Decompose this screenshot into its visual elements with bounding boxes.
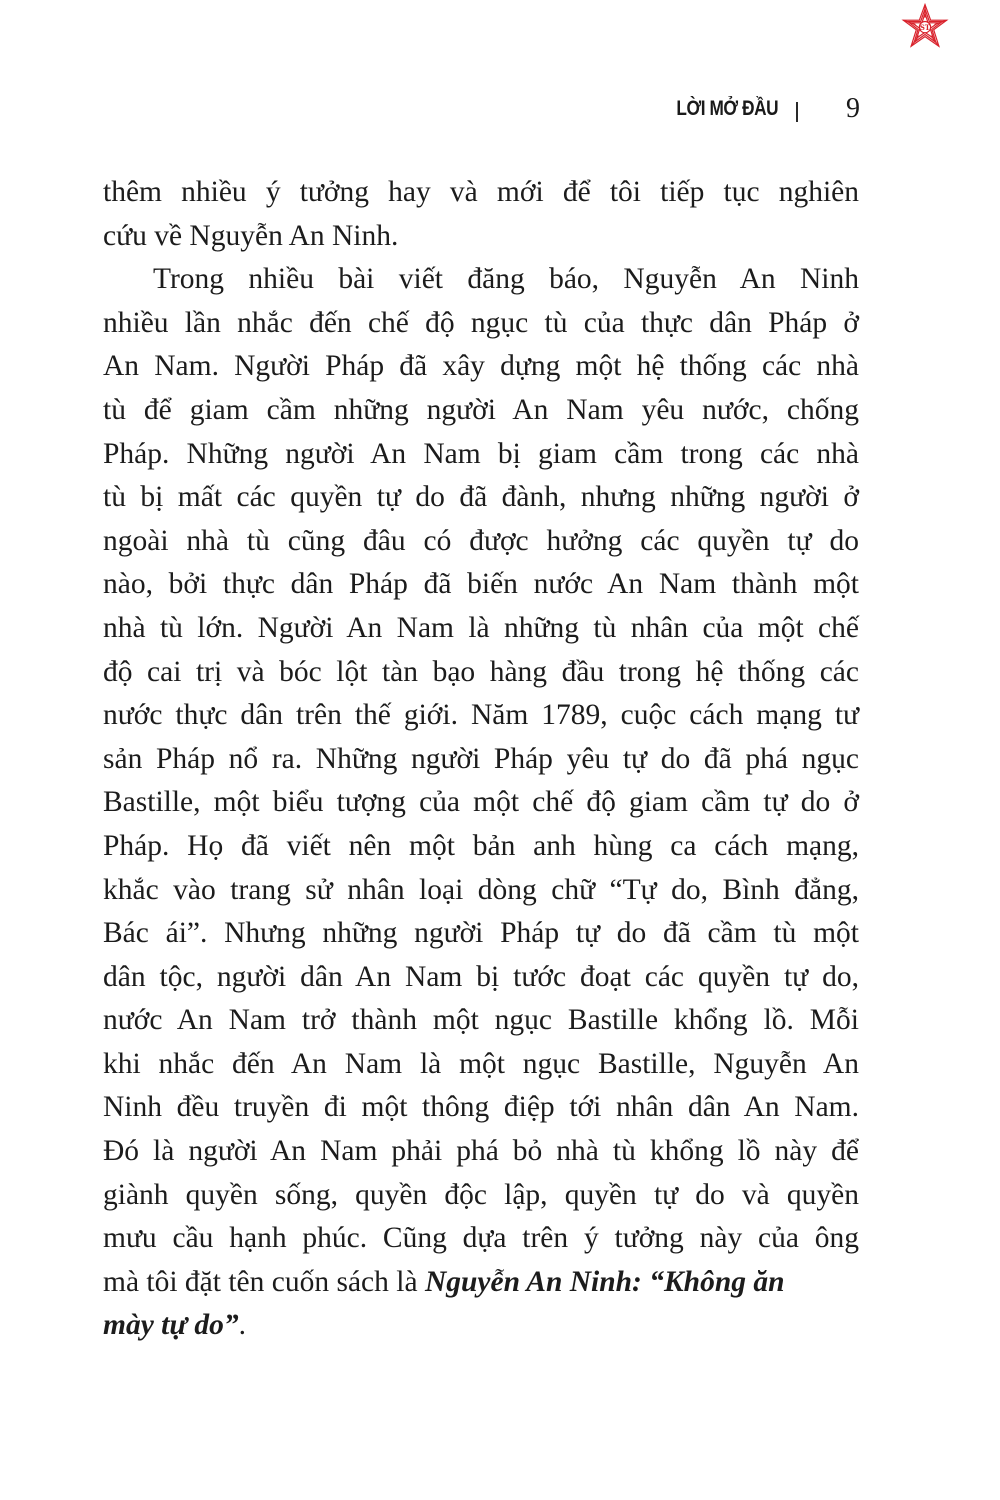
text-line: nước thực dân trên thế giới. Năm 1789, cuộc cách mạng tư — [103, 699, 859, 732]
text-line: nhà tù lớn. Người An Nam là những tù nhân của một chế — [103, 611, 859, 644]
text-line: tù bị mất các quyền tự do đã đành, nhưng những người ở — [103, 481, 859, 514]
text-line: Bác ái”. Nhưng những người Pháp tự do đã cầm tù một — [103, 917, 859, 950]
text-line: tù để giam cầm những người An Nam yêu nước, chống — [103, 393, 859, 426]
book-title: Nguyễn An Ninh: “Không ăn — [424, 1265, 785, 1298]
text-line: nào, bởi thực dân Pháp đã biến nước An Nam thành một — [103, 568, 859, 601]
text-line: dân tộc, người dân An Nam bị tước đoạt các quyền tự do, — [103, 960, 859, 993]
text-line: Pháp. Họ đã viết nên một bản anh hùng ca cách mạng, — [103, 829, 859, 862]
paragraph-1 — [103, 171, 859, 258]
book-title-continued: mày tự do” — [103, 1309, 239, 1342]
header-separator — [796, 102, 798, 122]
body-text — [103, 171, 859, 1348]
text-line: nhiều lần nhắc đến chế độ ngục tù của thực dân Pháp ở — [103, 306, 859, 339]
paragraph-2 — [103, 258, 859, 1348]
running-header — [560, 92, 860, 126]
text-line: ngoài nhà tù cũng đâu có được hưởng các quyền tự do — [103, 524, 859, 557]
text-line — [103, 1304, 859, 1348]
text-line: khi nhắc đến An Nam là một ngục Bastille, Nguyễn An — [103, 1047, 859, 1080]
closing-period: . — [238, 1309, 247, 1342]
closing-lead-text: mà tôi đặt tên cuốn sách là — [103, 1265, 425, 1298]
svg-text:ST: ST — [919, 23, 931, 33]
text-line: thêm nhiều ý tưởng hay và mới để tôi tiếp tục nghiên — [103, 176, 859, 208]
text-line: Ninh đều truyền đi một thông điệp tới nhân dân An Nam. — [103, 1091, 859, 1124]
text-line: giành quyền sống, quyền độc lập, quyền tự do và quyền — [103, 1178, 859, 1211]
page-number: 9 — [846, 93, 860, 124]
text-line: cứu về Nguyễn An Ninh. — [103, 219, 399, 252]
text-line: Trong nhiều bài viết đăng báo, Nguyễn An Ninh — [153, 263, 859, 296]
publisher-star-logo-icon — [898, 2, 952, 54]
text-line: mưu cầu hạnh phúc. Cũng dựa trên ý tưởng này của ông — [103, 1222, 859, 1255]
text-line: khắc vào trang sử nhân loại dòng chữ “Tự do, Bình đẳng, — [103, 873, 859, 906]
text-line: Pháp. Những người An Nam bị giam cầm trong các nhà — [103, 437, 859, 470]
chapter-title: LỜI MỞ ĐẦU — [676, 97, 778, 120]
text-line: Bastille, một biểu tượng của một chế độ giam cầm tự do ở — [103, 786, 859, 819]
text-line: sản Pháp nổ ra. Những người Pháp yêu tự do đã phá ngục — [103, 742, 859, 775]
text-line: nước An Nam trở thành một ngục Bastille khổng lồ. Mỗi — [103, 1004, 859, 1037]
text-line: An Nam. Người Pháp đã xây dựng một hệ thống các nhà — [103, 350, 859, 383]
text-line: Đó là người An Nam phải phá bỏ nhà tù khổng lồ này để — [103, 1135, 859, 1168]
text-line: độ cai trị và bóc lột tàn bạo hàng đầu trong hệ thống các — [103, 655, 859, 688]
text-line — [103, 1261, 859, 1305]
